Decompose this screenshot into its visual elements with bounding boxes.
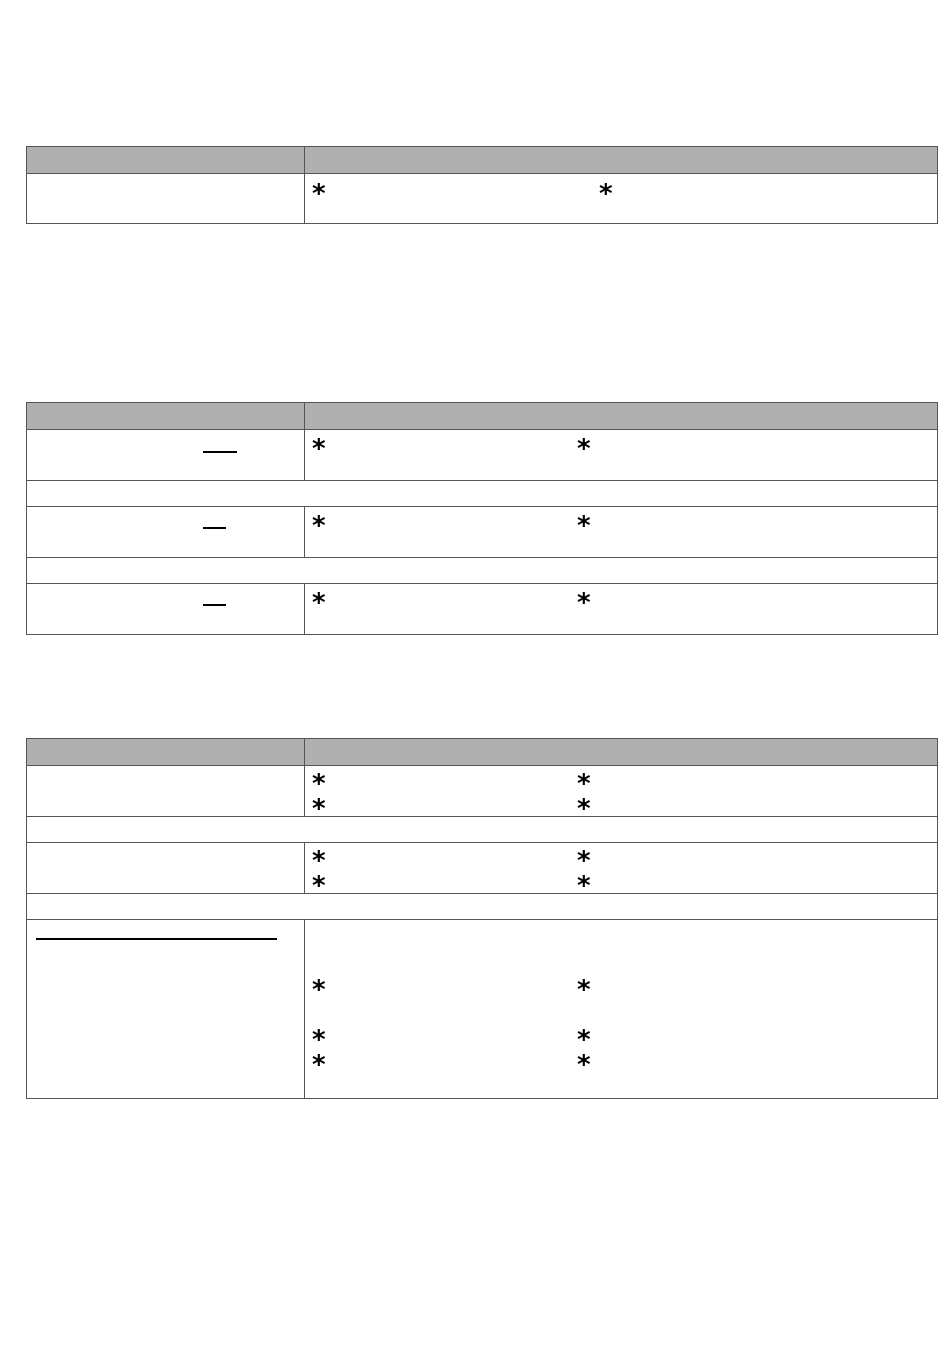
column-divider — [304, 147, 305, 173]
asterisk-bullet-icon: * — [577, 588, 591, 618]
table-row — [27, 842, 937, 901]
asterisk-bullet-icon: * — [312, 179, 326, 209]
table-row — [27, 506, 937, 557]
table-3 — [26, 738, 938, 1099]
table-section-row — [27, 557, 937, 583]
table-row — [27, 173, 937, 223]
underline-blank-icon — [203, 451, 237, 453]
asterisk-bullet-icon: * — [312, 1025, 326, 1055]
column-divider — [304, 920, 305, 1098]
asterisk-bullet-icon: * — [577, 794, 591, 824]
table-1 — [26, 146, 938, 224]
asterisk-bullet-icon: * — [312, 794, 326, 824]
table-header-row — [27, 739, 937, 765]
table-row — [27, 765, 937, 824]
table-2 — [26, 402, 938, 635]
asterisk-bullet-icon: * — [577, 1050, 591, 1080]
underline-blank-icon — [36, 938, 277, 940]
column-divider — [304, 174, 305, 223]
asterisk-bullet-icon: * — [312, 1050, 326, 1080]
column-divider — [304, 507, 305, 557]
asterisk-bullet-icon: * — [312, 434, 326, 464]
asterisk-bullet-icon: * — [577, 769, 591, 799]
table-section-row — [27, 480, 937, 506]
column-divider — [304, 430, 305, 480]
asterisk-bullet-icon: * — [577, 975, 591, 1005]
table-header-row — [27, 403, 937, 429]
asterisk-bullet-icon: * — [312, 871, 326, 901]
asterisk-bullet-icon: * — [599, 179, 613, 209]
underline-blank-icon — [203, 604, 226, 606]
table-section-row — [27, 816, 937, 842]
asterisk-bullet-icon: * — [312, 511, 326, 541]
asterisk-bullet-icon: * — [577, 511, 591, 541]
asterisk-bullet-icon: * — [312, 769, 326, 799]
column-divider — [304, 766, 305, 816]
asterisk-bullet-icon: * — [312, 975, 326, 1005]
underline-blank-icon — [203, 527, 226, 529]
table-section-row — [27, 893, 937, 919]
column-divider — [304, 584, 305, 634]
column-divider — [304, 843, 305, 893]
table-row — [27, 429, 937, 480]
asterisk-bullet-icon: * — [312, 588, 326, 618]
asterisk-bullet-icon: * — [577, 434, 591, 464]
table-row — [27, 583, 937, 634]
asterisk-bullet-icon: * — [577, 871, 591, 901]
asterisk-bullet-icon: * — [577, 846, 591, 876]
table-row — [27, 919, 937, 1098]
asterisk-bullet-icon: * — [577, 1025, 591, 1055]
asterisk-bullet-icon: * — [312, 846, 326, 876]
table-header-row — [27, 147, 937, 173]
column-divider — [304, 403, 305, 429]
column-divider — [304, 739, 305, 765]
